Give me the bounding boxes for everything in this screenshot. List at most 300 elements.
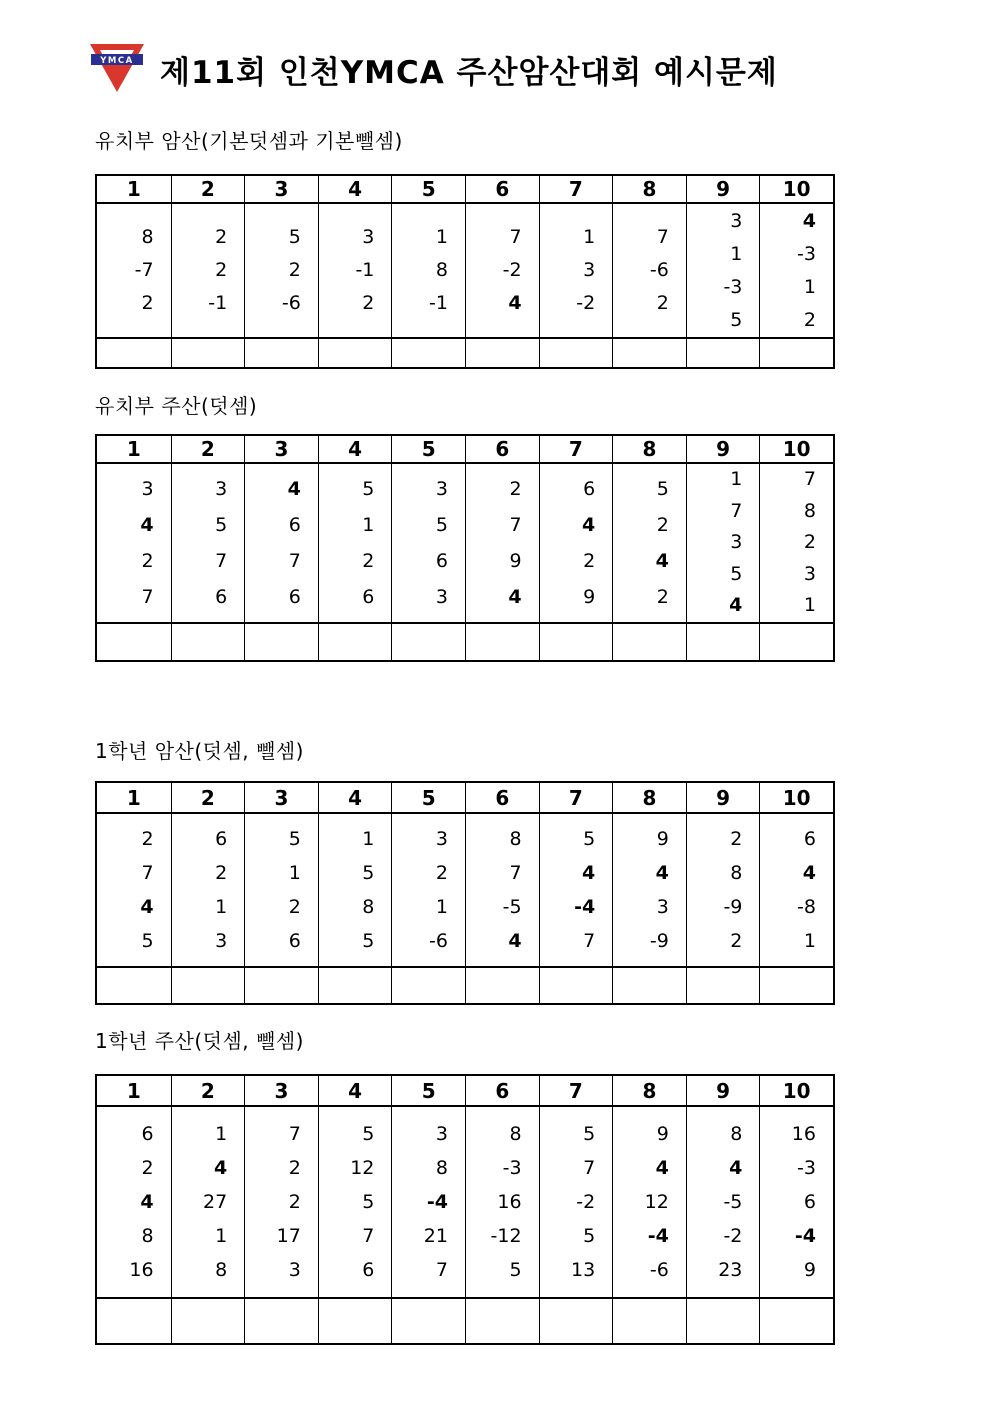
answer-cell xyxy=(612,339,686,367)
problem-number: 3 xyxy=(656,896,669,918)
problem-cell xyxy=(97,204,171,337)
problem-cell xyxy=(465,814,539,966)
column-header: 10 xyxy=(759,436,833,462)
column-header: 1 xyxy=(126,437,141,461)
problem-number: 1 xyxy=(362,514,375,536)
problem-cell xyxy=(759,1107,833,1297)
problem-number: 6 xyxy=(141,1123,154,1145)
column-header: 2 xyxy=(171,176,245,202)
problem-number: 1 xyxy=(288,862,301,884)
column-header: 3 xyxy=(244,176,318,202)
problem-number: 4 xyxy=(802,862,816,884)
problem-number: 6 xyxy=(803,1191,816,1213)
column-header: 1 xyxy=(126,1078,141,1103)
section-label: 유치부 암산(기본덧셈과 기본뺄셈) xyxy=(95,129,403,153)
problem-number: -1 xyxy=(208,292,228,314)
problem-number: 3 xyxy=(730,531,743,554)
column-header: 9 xyxy=(686,436,760,462)
problem-number: 7 xyxy=(509,226,522,248)
section-grade1-mental-arithmetic xyxy=(95,738,839,1005)
section-kindergarten-mental-arithmetic xyxy=(95,128,839,369)
problem-number: 7 xyxy=(583,1157,596,1179)
problem-number: -2 xyxy=(576,292,596,314)
problem-number: 16 xyxy=(497,1191,522,1213)
answer-cell xyxy=(318,339,392,367)
table-problem-row xyxy=(97,204,833,337)
column-header: 1 xyxy=(126,785,141,810)
problem-number: 1 xyxy=(803,930,816,952)
problem-number: 5 xyxy=(362,862,375,884)
problem-number: 1 xyxy=(583,226,596,248)
table-header-row xyxy=(97,1076,833,1107)
problem-number: 6 xyxy=(803,828,816,850)
problem-number: 2 xyxy=(215,862,228,884)
problem-number: 2 xyxy=(141,292,154,314)
problem-cell xyxy=(318,1107,392,1297)
answer-cell xyxy=(244,968,318,1003)
answer-cell xyxy=(539,624,613,660)
problem-number: 5 xyxy=(215,514,228,536)
problem-number: -3 xyxy=(797,242,816,265)
answer-cell xyxy=(686,624,760,660)
page-header xyxy=(88,42,778,96)
problem-number: 7 xyxy=(141,862,154,884)
problem-number: 3 xyxy=(215,478,228,500)
problem-cell xyxy=(171,1107,245,1297)
problem-cell xyxy=(465,204,539,337)
problem-number: -1 xyxy=(429,292,448,314)
answer-cell xyxy=(244,1299,318,1343)
column-header: 2 xyxy=(171,436,245,462)
column-header: 3 xyxy=(244,1076,318,1105)
problem-cell xyxy=(686,464,760,622)
problem-number: -7 xyxy=(134,259,154,281)
problem-number: 8 xyxy=(803,499,816,522)
problem-number: -1 xyxy=(355,259,375,281)
problem-table xyxy=(95,781,835,1005)
column-header: 8 xyxy=(612,1076,686,1105)
problem-number: -2 xyxy=(502,259,522,281)
problem-cell xyxy=(244,1107,318,1297)
column-header: 1 xyxy=(126,177,141,201)
problem-cell xyxy=(97,464,171,622)
problem-cell xyxy=(759,204,833,337)
problem-number: 8 xyxy=(730,1123,743,1145)
problem-table xyxy=(95,1074,835,1345)
problem-number: 4 xyxy=(581,514,596,536)
problem-number: 5 xyxy=(435,514,448,536)
column-header: 5 xyxy=(391,783,465,812)
answer-cell xyxy=(171,1299,245,1343)
problem-number: 5 xyxy=(583,828,596,850)
problem-number: 3 xyxy=(288,1259,301,1281)
column-header: 6 xyxy=(465,1076,539,1105)
problem-cell xyxy=(759,814,833,966)
problem-number: 4 xyxy=(508,292,522,314)
section-kindergarten-abacus xyxy=(95,393,839,662)
problem-number: 5 xyxy=(656,478,669,500)
problem-number: 1 xyxy=(435,226,448,248)
problem-number: 2 xyxy=(141,550,154,572)
table-header-row xyxy=(97,176,833,204)
problem-number: 2 xyxy=(656,292,669,314)
column-header: 8 xyxy=(612,176,686,202)
problem-number: 2 xyxy=(803,531,816,554)
problem-number: 2 xyxy=(215,226,228,248)
problem-number: 4 xyxy=(581,862,596,884)
answer-cell xyxy=(391,624,465,660)
problem-number: 1 xyxy=(215,1225,228,1247)
problem-number: -6 xyxy=(429,930,448,952)
problem-number: 8 xyxy=(362,896,375,918)
problem-cell xyxy=(465,1107,539,1297)
column-header: 7 xyxy=(539,436,613,462)
problem-number: 12 xyxy=(644,1191,669,1213)
table-answer-row xyxy=(97,966,833,1003)
problem-number: 8 xyxy=(141,1225,154,1247)
problem-number: 9 xyxy=(803,1259,816,1281)
problem-cell xyxy=(318,204,392,337)
problem-number: 3 xyxy=(362,226,375,248)
problem-number: 2 xyxy=(803,308,816,331)
column-header: 7 xyxy=(539,1076,613,1105)
column-header: 10 xyxy=(759,783,833,812)
column-header: 4 xyxy=(318,176,392,202)
column-header: 8 xyxy=(612,783,686,812)
problem-number: 2 xyxy=(656,586,669,608)
column-header: 4 xyxy=(318,783,392,812)
column-header: 4 xyxy=(318,1076,392,1105)
logo-text: YMCA xyxy=(100,56,134,66)
column-header: 9 xyxy=(686,1076,760,1105)
problem-number: 1 xyxy=(215,1123,228,1145)
problem-table xyxy=(95,434,835,662)
problem-number: 3 xyxy=(435,586,448,608)
problem-number: 2 xyxy=(656,514,669,536)
problem-number: 9 xyxy=(583,586,596,608)
answer-cell xyxy=(97,624,171,660)
problem-cell xyxy=(244,814,318,966)
problem-cell xyxy=(686,1107,760,1297)
problem-number: -3 xyxy=(797,1157,816,1179)
problem-number: 5 xyxy=(362,478,375,500)
problem-number: 2 xyxy=(215,259,228,281)
problem-number: -9 xyxy=(723,896,743,918)
problem-number: 12 xyxy=(350,1157,375,1179)
answer-cell xyxy=(318,624,392,660)
table-problem-row xyxy=(97,814,833,966)
problem-number: -4 xyxy=(426,1191,448,1213)
problem-cell xyxy=(759,464,833,622)
problem-cell xyxy=(391,204,465,337)
problem-number: 7 xyxy=(803,468,816,491)
problem-cell xyxy=(97,814,171,966)
problem-number: 4 xyxy=(508,930,522,952)
answer-cell xyxy=(244,339,318,367)
answer-cell xyxy=(759,1299,833,1343)
answer-cell xyxy=(759,968,833,1003)
problem-cell xyxy=(686,204,760,337)
problem-number: 2 xyxy=(730,828,743,850)
column-header: 9 xyxy=(686,783,760,812)
problem-cell xyxy=(612,1107,686,1297)
column-header: 9 xyxy=(686,176,760,202)
answer-cell xyxy=(171,968,245,1003)
answer-cell xyxy=(465,339,539,367)
ymca-logo-icon xyxy=(88,42,146,96)
answer-cell xyxy=(686,968,760,1003)
problem-cell xyxy=(539,1107,613,1297)
column-header: 7 xyxy=(539,783,613,812)
problem-number: 7 xyxy=(730,499,743,522)
problem-number: 5 xyxy=(583,1123,596,1145)
problem-number: 4 xyxy=(287,478,301,500)
problem-number: 4 xyxy=(140,896,154,918)
problem-number: 5 xyxy=(288,226,301,248)
problem-number: 8 xyxy=(141,226,154,248)
answer-cell xyxy=(686,339,760,367)
answer-cell xyxy=(539,1299,613,1343)
problem-number: 7 xyxy=(141,586,154,608)
problem-cell xyxy=(686,814,760,966)
problem-number: 7 xyxy=(362,1225,375,1247)
problem-cell xyxy=(612,814,686,966)
problem-number: 3 xyxy=(730,209,743,232)
column-header: 6 xyxy=(465,783,539,812)
answer-cell xyxy=(391,339,465,367)
problem-number: 1 xyxy=(362,828,375,850)
answer-cell xyxy=(97,968,171,1003)
section-grade1-abacus xyxy=(95,1028,839,1345)
problem-number: 3 xyxy=(435,828,448,850)
table-answer-row xyxy=(97,1297,833,1343)
problem-number: 2 xyxy=(509,478,522,500)
problem-number: -4 xyxy=(647,1225,669,1247)
problem-cell xyxy=(539,814,613,966)
problem-number: 6 xyxy=(215,828,228,850)
problem-number: 2 xyxy=(288,259,301,281)
problem-number: 8 xyxy=(435,1157,448,1179)
problem-number: 2 xyxy=(141,1157,154,1179)
problem-number: 3 xyxy=(215,930,228,952)
table-problem-row xyxy=(97,1107,833,1297)
table-header-row xyxy=(97,436,833,464)
problem-number: 6 xyxy=(362,586,375,608)
problem-number: -2 xyxy=(723,1225,743,1247)
column-header: 3 xyxy=(244,783,318,812)
problem-number: -5 xyxy=(723,1191,743,1213)
problem-cell xyxy=(391,1107,465,1297)
problem-number: -3 xyxy=(723,275,743,298)
table-header-row xyxy=(97,783,833,814)
problem-number: 3 xyxy=(583,259,596,281)
column-header: 7 xyxy=(539,176,613,202)
problem-number: 5 xyxy=(141,930,154,952)
column-header: 10 xyxy=(759,176,833,202)
problem-number: 2 xyxy=(288,896,301,918)
problem-number: 7 xyxy=(509,514,522,536)
problem-number: 9 xyxy=(656,1123,669,1145)
problem-number: 3 xyxy=(803,562,816,585)
problem-number: 7 xyxy=(215,550,228,572)
problem-number: 6 xyxy=(288,514,301,536)
problem-number: -5 xyxy=(502,896,522,918)
section-label: 1학년 주산(덧셈, 뺄셈) xyxy=(95,1029,304,1053)
problem-number: 4 xyxy=(140,514,154,536)
answer-cell xyxy=(318,968,392,1003)
problem-number: 4 xyxy=(655,550,669,572)
problem-number: 1 xyxy=(730,468,743,491)
problem-number: 8 xyxy=(730,862,743,884)
problem-number: 7 xyxy=(288,550,301,572)
problem-number: -2 xyxy=(576,1191,596,1213)
problem-number: -12 xyxy=(490,1225,522,1247)
problem-number: -9 xyxy=(649,930,669,952)
problem-number: 5 xyxy=(362,930,375,952)
problem-number: -6 xyxy=(649,1259,669,1281)
answer-cell xyxy=(612,624,686,660)
problem-number: 16 xyxy=(129,1259,154,1281)
problem-number: 1 xyxy=(803,275,816,298)
problem-number: 5 xyxy=(362,1191,375,1213)
problem-number: 5 xyxy=(583,1225,596,1247)
answer-cell xyxy=(686,1299,760,1343)
problem-number: 6 xyxy=(362,1259,375,1281)
column-header: 4 xyxy=(318,436,392,462)
answer-cell xyxy=(539,968,613,1003)
column-header: 6 xyxy=(465,436,539,462)
problem-number: 16 xyxy=(791,1123,816,1145)
answer-cell xyxy=(759,339,833,367)
problem-number: 1 xyxy=(215,896,228,918)
problem-table xyxy=(95,174,835,369)
problem-cell xyxy=(171,204,245,337)
problem-number: 13 xyxy=(571,1259,596,1281)
problem-number: -6 xyxy=(649,259,669,281)
problem-number: 6 xyxy=(583,478,596,500)
problem-number: 8 xyxy=(509,1123,522,1145)
section-label: 유치부 주산(덧셈) xyxy=(95,394,258,418)
problem-number: 6 xyxy=(435,550,448,572)
problem-number: -6 xyxy=(281,292,301,314)
problem-number: 4 xyxy=(213,1157,228,1179)
problem-cell xyxy=(539,464,613,622)
column-header: 5 xyxy=(391,436,465,462)
problem-number: 4 xyxy=(729,1157,743,1179)
problem-number: 2 xyxy=(362,292,375,314)
problem-cell xyxy=(171,464,245,622)
problem-number: 2 xyxy=(288,1191,301,1213)
problem-number: 2 xyxy=(362,550,375,572)
problem-cell xyxy=(318,464,392,622)
problem-number: 6 xyxy=(288,930,301,952)
problem-number: 8 xyxy=(435,259,448,281)
problem-number: 27 xyxy=(203,1191,228,1213)
problem-number: 4 xyxy=(802,209,816,232)
answer-cell xyxy=(391,1299,465,1343)
answer-cell xyxy=(318,1299,392,1343)
problem-number: 4 xyxy=(140,1191,154,1213)
problem-number: 9 xyxy=(656,828,669,850)
problem-number: 5 xyxy=(288,828,301,850)
problem-number: 7 xyxy=(656,226,669,248)
problem-number: 8 xyxy=(215,1259,228,1281)
problem-number: 4 xyxy=(729,594,743,617)
problem-cell xyxy=(244,204,318,337)
column-header: 8 xyxy=(612,436,686,462)
problem-number: 8 xyxy=(509,828,522,850)
problem-cell xyxy=(539,204,613,337)
problem-number: 2 xyxy=(730,930,743,952)
problem-number: 6 xyxy=(215,586,228,608)
problem-number: -8 xyxy=(797,896,816,918)
problem-cell xyxy=(391,464,465,622)
answer-cell xyxy=(539,339,613,367)
table-answer-row xyxy=(97,622,833,660)
problem-number: 6 xyxy=(288,586,301,608)
answer-cell xyxy=(391,968,465,1003)
answer-cell xyxy=(465,1299,539,1343)
problem-cell xyxy=(465,464,539,622)
problem-number: 1 xyxy=(803,594,816,617)
answer-cell xyxy=(171,339,245,367)
problem-number: 5 xyxy=(730,562,743,585)
problem-number: 5 xyxy=(362,1123,375,1145)
problem-number: 5 xyxy=(509,1259,522,1281)
table-problem-row xyxy=(97,464,833,622)
problem-cell xyxy=(391,814,465,966)
problem-number: 4 xyxy=(508,586,522,608)
answer-cell xyxy=(171,624,245,660)
problem-cell xyxy=(318,814,392,966)
answer-cell xyxy=(97,1299,171,1343)
problem-number: 7 xyxy=(583,930,596,952)
problem-cell xyxy=(244,464,318,622)
problem-number: 7 xyxy=(435,1259,448,1281)
answer-cell xyxy=(612,1299,686,1343)
problem-cell xyxy=(612,204,686,337)
problem-number: 7 xyxy=(288,1123,301,1145)
column-header: 2 xyxy=(171,783,245,812)
problem-number: 7 xyxy=(509,862,522,884)
problem-number: 3 xyxy=(141,478,154,500)
problem-number: 2 xyxy=(288,1157,301,1179)
problem-number: 17 xyxy=(276,1225,301,1247)
problem-number: 3 xyxy=(435,1123,448,1145)
column-header: 10 xyxy=(759,1076,833,1105)
problem-number: 4 xyxy=(655,1157,669,1179)
answer-cell xyxy=(97,339,171,367)
problem-number: -4 xyxy=(574,896,596,918)
problem-number: 3 xyxy=(435,478,448,500)
problem-number: 1 xyxy=(435,896,448,918)
problem-number: 5 xyxy=(730,308,743,331)
problem-number: -3 xyxy=(502,1157,522,1179)
problem-number: 2 xyxy=(141,828,154,850)
problem-number: 1 xyxy=(730,242,743,265)
column-header: 5 xyxy=(391,176,465,202)
column-header: 3 xyxy=(244,436,318,462)
page-title: 제11회 인천YMCA 주산암산대회 예시문제 xyxy=(160,54,778,91)
column-header: 2 xyxy=(171,1076,245,1105)
problem-number: 9 xyxy=(509,550,522,572)
problem-cell xyxy=(171,814,245,966)
section-label: 1학년 암산(덧셈, 뺄셈) xyxy=(95,739,304,763)
answer-cell xyxy=(465,624,539,660)
problem-number: -4 xyxy=(794,1225,816,1247)
problem-cell xyxy=(612,464,686,622)
problem-number: 23 xyxy=(718,1259,743,1281)
